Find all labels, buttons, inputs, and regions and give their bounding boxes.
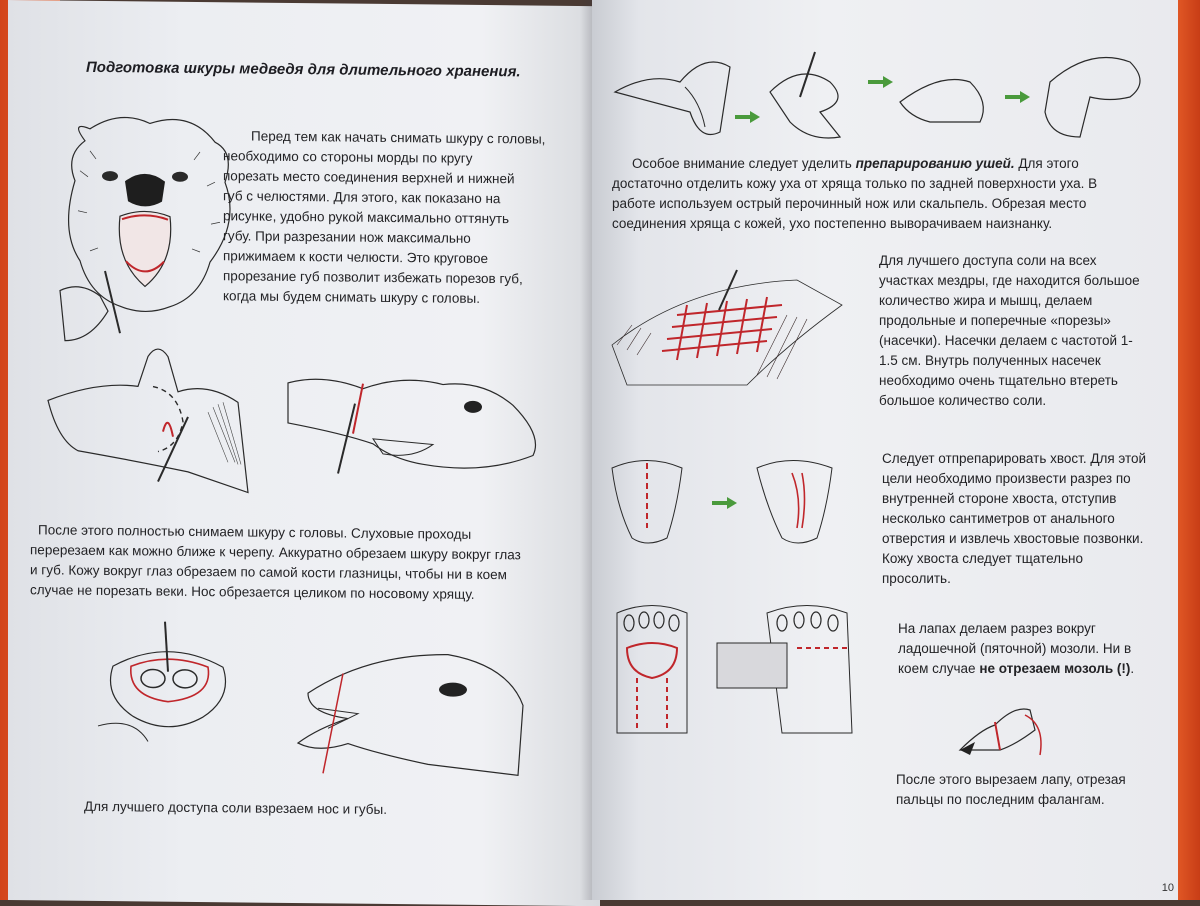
text-line: губ с челюстями. Для этого, как показано на [223, 188, 501, 207]
nose-cut-illustration [93, 616, 243, 753]
text-line: губу. При разрезании нож максимально [223, 228, 471, 246]
text-line: и губ. Кожу вокруг глаз обрезаем по самой кости глазницы, чтобы ни в коем [30, 562, 507, 583]
salt-paragraph [879, 251, 1169, 411]
paw-cut-illustration [607, 598, 862, 738]
text-line: просолить. [882, 571, 951, 586]
text-line: Кожу хвоста следует тщательно [882, 551, 1083, 566]
text-line: продольные и поперечные «порезы» [879, 313, 1111, 328]
emphasis-callus: не отрезаем мозоль (!) [979, 661, 1131, 676]
text-line: несколько сантиметров от анального [882, 511, 1115, 526]
finger-cut-illustration [955, 700, 1050, 765]
text-line: порезать место соединения верхней и нижней [223, 168, 515, 187]
text-line: когда мы будем снимать шкуру с головы. [223, 288, 480, 306]
text-line: Следует отпрепарировать хвост. Для этой [882, 451, 1147, 466]
text-line: 1.5 см. Внутрь полученных насечек [879, 353, 1101, 368]
text-line: прижимаем к кости челюсти. Это круговое [223, 248, 488, 267]
head-cut-paragraph [223, 126, 563, 310]
text-line: работе используем острый перочинный нож или скальпель. Обрезая место [612, 196, 1087, 211]
text-line: отверстия и извлечь хвостовые позвонки. [882, 531, 1144, 546]
bear-head-lip-cut-illustration [50, 110, 240, 347]
eye-cut-illustration [283, 363, 548, 491]
text-line: Для этого [1014, 156, 1079, 171]
text-line: количество жира и мышц, делаем [879, 293, 1093, 308]
text-line: случае не порезать веки. Нос обрезается целиком по носовому хрящу. [30, 582, 475, 602]
finger-paragraph [896, 770, 1176, 810]
page-title: Подготовка шкуры медведя для длительного хранения. [86, 58, 521, 81]
tail-cut-illustration [607, 448, 847, 548]
text-line: рисунке, удобно рукой максимально оттянуть [223, 208, 510, 227]
text-line: После этого вырезаем лапу, отрезая [896, 772, 1126, 787]
text-line: (насечки). Насечки делаем с частотой 1- [879, 333, 1133, 348]
text-line: необходимо очень тщательно втереть [879, 373, 1118, 388]
text-line: достаточно отделить кожу уха от хряща только по задней поверхности уха. В [612, 176, 1098, 191]
ear-paragraph [612, 154, 1172, 234]
text-line: Особое внимание следует уделить [632, 156, 852, 171]
text-line: соединения хряща с кожей, ухо постепенно выворачиваем наизнанку. [612, 216, 1053, 231]
text-line: . [1130, 661, 1135, 676]
text-line: ладошечной (пяточной) мозоли. Ни в [898, 641, 1132, 656]
text-line: перерезаем как можно ближе к черепу. Аккуратно обрезаем шкуру вокруг глаз [30, 542, 521, 563]
text-line: коем случае [898, 661, 976, 676]
skin-removal-paragraph [30, 520, 590, 606]
right-page [592, 0, 1178, 900]
text-line: После этого полностью снимаем шкуру с головы. Слуховые проходы [38, 522, 472, 542]
left-page [8, 0, 600, 906]
emphasis-ears: препарированию ушей. [855, 156, 1015, 171]
text-line: прорезание губ позволит избежать порезов губ, [223, 268, 523, 287]
text-line: большое количество соли. [879, 393, 1047, 408]
text-line: необходимо со стороны морды по кругу [223, 148, 473, 166]
text-line: пальцы по последним фалангам. [896, 792, 1105, 807]
text-line: внутренней стороне хвоста, отступив [882, 491, 1117, 506]
text-line: участках мездры, где находится большое [879, 273, 1140, 288]
nose-caption: Для лучшего доступа соли взрезаем нос и губы. [84, 798, 387, 817]
salt-cut-grid-illustration [607, 265, 847, 390]
text-line: На лапах делаем разрез вокруг [898, 621, 1096, 636]
ear-cut-illustration [38, 340, 263, 502]
text-line: цели необходимо произвести разрез по [882, 471, 1131, 486]
muzzle-cut-illustration [288, 633, 528, 786]
page-number: 10 [1161, 882, 1174, 894]
tail-paragraph [882, 449, 1172, 589]
text-line: Для лучшего доступа соли на всех [879, 253, 1097, 268]
paw-paragraph [898, 619, 1168, 679]
text-line: Перед тем как начать снимать шкуру с головы, [251, 128, 546, 147]
ear-inversion-sequence [610, 42, 1170, 147]
